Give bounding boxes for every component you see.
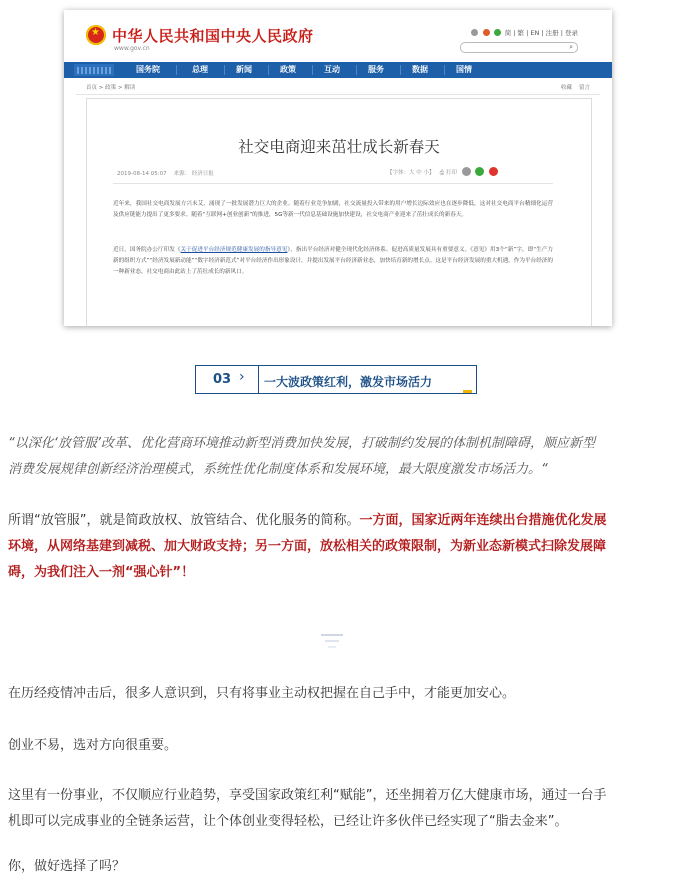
print-icon[interactable]: ⎙ [439, 170, 445, 176]
body-paragraph: 创业不易，选对方向很重要。 [8, 738, 178, 753]
section-divider [258, 366, 259, 393]
comment-link[interactable]: 留言 [578, 85, 590, 91]
skyline-logo [74, 64, 114, 76]
body-paragraph: 在历经疫情冲击后，很多人意识到，只有将事业主动权把握在自己手中，才能更加安心。 [8, 686, 516, 701]
nav-item-state-council[interactable]: 国务院 [136, 65, 160, 74]
quote-line: 消费发展规律创新经济治理模式，系统性优化制度体系和发展环境，最大限度激发市场活力。“ [8, 462, 548, 477]
divider-line [328, 646, 336, 648]
wechat-share-icon[interactable] [475, 167, 484, 176]
print-link[interactable]: 打印 [445, 170, 457, 176]
chevron-right-icon: › [239, 369, 245, 385]
lang-english[interactable]: EN [530, 29, 540, 37]
crumb-tools [561, 83, 590, 91]
body-paragraph: 这里有一份事业，不仅顺应行业趋势，享受国家政策红利“赋能”，还坐拥着万亿大健康市场，通过一台手 [8, 788, 607, 803]
nav-divider [356, 65, 357, 75]
search-input[interactable] [460, 42, 578, 53]
nav-item-premier[interactable]: 总理 [192, 65, 208, 74]
article-paragraph-prefix: 近日，国务院办公厅印发《 [113, 247, 181, 253]
explain-line [8, 507, 670, 535]
weibo-share-icon[interactable] [489, 167, 498, 176]
share-more-icon[interactable] [462, 167, 471, 176]
mobile-icon[interactable] [471, 29, 478, 36]
body-paragraph: 机即可以完成事业的全链条运营，让个体创业变得轻松，已经让许多伙伴已经实现了“脂去金来”。 [8, 814, 568, 829]
explain-emphasis: 环境，从网络基建到减税、加大财政支持；另一方面，放松相关的政策限制，为新业态新模式扫除发展障 [8, 539, 607, 554]
explain-emphasis: 碍，为我们注入一剂“强心针”！ [8, 565, 195, 580]
explain-emphasis: 一方面，国家近两年连续出台措施优化发展 [359, 513, 607, 528]
section-accent [463, 390, 472, 393]
nav-divider [268, 65, 269, 75]
search-icon[interactable]: ⌕ [569, 43, 573, 51]
article-date: 2019-08-14 05:07 [117, 171, 167, 177]
nav-divider [176, 65, 177, 75]
policy-document-link[interactable]: 关于促进平台经济规范健康发展的指导意见 [180, 247, 288, 253]
login-link[interactable]: 登录 [565, 29, 578, 37]
register-link[interactable]: 注册 [545, 29, 559, 37]
article-paragraph-text: 近年来，我国社交电商发展方兴未艾，涌现了一批发展潜力巨大的企业。随着行业竞争加剧，社交流量投入带来的用户增长边际效应也在逐步降低，这对社交电商平台精细化运营及供应链能力提出了更多要求。随着“互联网+创业创新”的推进，5G等新一代信息基础设施加快建设，社交电商产业迎来了茁壮成长的新春天。 [113, 201, 553, 218]
top-tools: 简 | 繁 | EN | 注册 | 登录 [471, 28, 578, 37]
article-meta [117, 169, 214, 177]
nav-divider [224, 65, 225, 75]
divider-line [321, 634, 343, 636]
favorite-link[interactable]: 收藏 [560, 85, 572, 91]
article-screenshot [64, 10, 612, 326]
explain-plain: 所谓“放管服”，就是简政放权、放管结合、优化服务的简称。 [8, 513, 360, 528]
lang-traditional[interactable]: 繁 [517, 29, 525, 37]
nav-item-interaction[interactable]: 互动 [324, 65, 340, 74]
nav-item-data[interactable]: 数据 [412, 65, 428, 74]
meta-divider [113, 183, 553, 184]
nav-item-policy[interactable]: 政策 [280, 65, 296, 74]
article-panel [86, 98, 592, 326]
divider-line [325, 640, 339, 642]
site-title: 中华人民共和国中央人民政府 [112, 27, 314, 45]
body-paragraph: 你，做好选择了吗？ [8, 859, 126, 874]
article-paragraph [113, 245, 553, 278]
article-paragraph-suffix: 》，指出平台经济对健全现代化经济体系、促进高质量发展具有重要意义。《意见》用3个“新”字，即“生产力新的组织方式”“经济发展新动能”“数字经济新范式”对平台经济作出形象设计，并提出发展平台经济新业态，加快培育新的增长点。这是平台经济发展的重大机遇。作为平台经济的一种新业态，社交电商由此站上了茁壮成长的新风口。 [113, 247, 553, 275]
nav-item-news[interactable]: 新闻 [236, 65, 252, 74]
font-size-control[interactable]: 【字体：大 中 小】 [387, 170, 435, 176]
section-header [195, 365, 477, 394]
nav-divider [444, 65, 445, 75]
site-url: www.gov.cn [114, 45, 150, 52]
nav-divider [400, 65, 401, 75]
section-title: 一大波政策红利，激发市场活力 [264, 375, 433, 389]
article-title: 社交电商迎来茁壮成长新春天 [238, 138, 440, 156]
lang-simplified[interactable]: 简 [504, 29, 512, 37]
main-nav [64, 62, 612, 78]
quote-line: “以深化‘放管服’改革、优化营商环境推动新型消费加快发展，打破制约发展的体制机制障碍，顺应新型 [8, 436, 596, 451]
breadcrumb-bar [76, 80, 600, 95]
article-source: 来源： 经济日报 [173, 171, 214, 177]
breadcrumb[interactable]: 首页 > 政策 > 解读 [86, 85, 136, 91]
section-number: 03 [213, 372, 232, 387]
article-paragraph [113, 199, 553, 221]
nav-item-services[interactable]: 服务 [368, 65, 384, 74]
nav-item-national-conditions[interactable]: 国情 [456, 65, 472, 74]
nav-divider [312, 65, 313, 75]
weibo-icon[interactable] [483, 29, 490, 36]
decorative-divider [321, 634, 343, 650]
gov-header [64, 10, 612, 62]
article-tools [387, 167, 498, 177]
national-emblem-icon [86, 25, 106, 45]
wechat-icon[interactable] [494, 29, 501, 36]
